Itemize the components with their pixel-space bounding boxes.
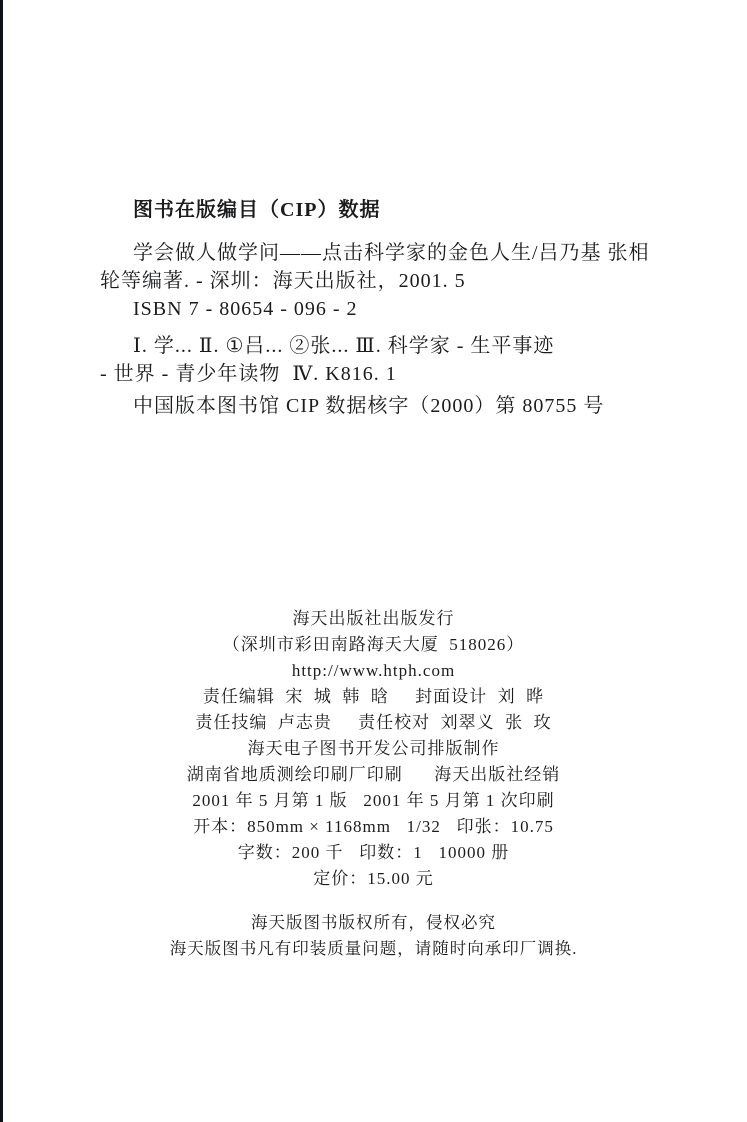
cip-classification-line-2: - 世界 - 青少年读物 Ⅳ. K816. 1 (100, 363, 397, 385)
cip-data-block (100, 196, 680, 420)
publisher-website: http://www.htph.com (291, 661, 456, 680)
quality-notice: 海天版图书凡有印装质量问题，请随时向承印厂调换. (169, 939, 578, 958)
edition-line: 2001 年 5 月第 1 版 2001 年 5 月第 1 次印刷 (192, 791, 555, 810)
printing-distribution-line: 湖南省地质测绘印刷厂印刷 海天出版社经销 (186, 765, 561, 784)
book-title-line-2: 轮等编著. - 深圳：海天出版社，2001. 5 (100, 270, 466, 292)
price-line: 定价：15.00 元 (313, 869, 434, 888)
cip-heading: 图书在版编目（CIP）数据 (133, 199, 381, 221)
publisher-address: （深圳市彩田南路海天大厦 518026） (222, 635, 525, 654)
book-title-line-1: 学会做人做学问——点击科学家的金色人生/吕乃基 张相 (133, 242, 650, 264)
cip-record-number: 中国版本图书馆 CIP 数据核字（2000）第 80755 号 (133, 395, 605, 417)
publisher-line: 海天出版社出版发行 (292, 609, 455, 628)
isbn-number: ISBN 7 - 80654 - 096 - 2 (133, 298, 358, 320)
typesetting-line: 海天电子图书开发公司排版制作 (247, 739, 500, 758)
staff-proofreaders-line: 责任技编 卢志贵 责任校对 刘翠义 张 玫 (195, 713, 552, 732)
print-run-line: 字数：200 千 印数：1 10000 册 (237, 843, 510, 862)
format-line: 开本：850mm × 1168mm 1/32 印张：10.75 (193, 817, 554, 836)
copyright-notice: 海天版图书版权所有，侵权必究 (251, 913, 496, 932)
imprint-block (0, 606, 747, 892)
staff-editors-line: 责任编辑 宋 城 韩 晗 封面设计 刘 晔 (202, 687, 545, 706)
notice-block (0, 910, 747, 962)
cip-classification-line-1: Ⅰ. 学... Ⅱ. ①吕... ②张... Ⅲ. 科学家 - 生平事迹 (133, 335, 555, 357)
